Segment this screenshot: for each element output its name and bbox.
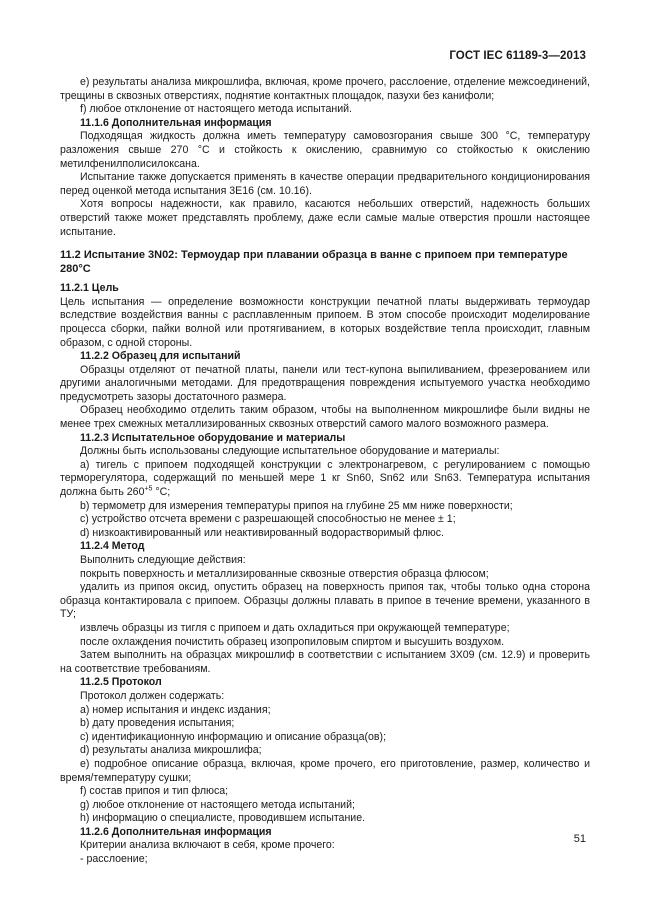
section-heading: 11.2.2 Образец для испытаний [80,350,241,363]
paragraph: Критерии анализа включают в себя, кроме прочего: [80,839,335,852]
list-item: е) подробное описание образца, включая, кроме прочего, его приготовление, размер, количество и время/температуру сушки; [60,757,590,784]
page-number: 51 [573,833,586,845]
tolerance-superscript: +5 [144,485,153,493]
list-item: с) идентификационную информацию и описание образца(ов); [80,730,387,743]
list-item: - расслоение; [80,853,148,866]
list-item: h) информацию о специалисте, проводившем испытание. [80,812,366,825]
paragraph-text: а) тигель с припоем подходящей конструкции с электронагревом, с регулированием с помощью терморегулятора, содержащий по меньшей мере 1 кг Sn60, Sn62 или Sn63. Температура испытания должна быть 260 [60,458,590,499]
section-heading: 11.2.1 Цель [60,282,119,295]
paragraph [60,459,590,500]
paragraph: Затем выполнить на образцах микрошлиф в соответствии с испытанием 3Х09 (см. 12.9) и проверить на соответствие требованиям. [60,649,590,675]
document-id: ГОСТ IEC 61189-3—2013 [449,50,586,62]
list-item: покрыть поверхность и металлизированные сквозные отверстия образца флюсом; [80,567,489,580]
paragraph-text: °С; [152,486,171,499]
list-item: g) любое отклонение от настоящего метода испытаний; [80,798,355,811]
paragraph: Выполнить следующие действия: [80,554,246,566]
list-item: извлечь образцы из тигля с припоем и дать охладиться при окружающей температуре; [80,621,510,634]
section-heading: 11.1.6 Дополнительная информация [80,116,272,129]
paragraph: Протокол должен содержать: [80,689,225,702]
paragraph: Подходящая жидкость должна иметь температуру самовозгорания свыше 300 °С, температуру разложения свыше 270 °С и стойкость к окислению, сравнимую со стойкостью к окислению метилфенилполисилоксана. [60,130,590,170]
list-item: b) термометр для измерения температуры припоя на глубине 25 мм ниже поверхности; [80,499,513,512]
paragraph: Должны быть использованы следующие испытательное оборудование и материалы: [80,445,500,458]
document-body [60,76,590,867]
list-item: после охлаждения почистить образец изопропиловым спиртом и высушить воздухом. [80,635,505,648]
paragraph: Испытание также допускается применять в качестве операции предварительного кондиционирования перед оценкой метода испытания 3Е16 (см. 10.16). [60,171,590,197]
list-item: а) номер испытания и индекс издания; [80,703,271,716]
list-item: f) состав припоя и тип флюса; [80,785,229,798]
section-heading: 11.2.3 Испытательное оборудование и материалы [80,431,346,444]
section-heading: 11.2.4 Метод [80,540,145,553]
list-item: d) результаты анализа микрошлифа; [80,744,262,757]
paragraph: Образцы отделяют от печатной платы, панели или тест-купона выпиливанием, фрезерованием или другими аналогичными методами. Для предотвращения повреждения испытуемого участка необходимо предусмотреть зазоры достаточного размера. [60,363,590,403]
list-item: удалить из припоя оксид, опустить образец на поверхность припоя так, чтобы только одна сторона образца контактировала с припоем. Образцы должны плавать в припое в течение времени, указанного в ТУ; [60,581,590,621]
section-heading: 11.2.5 Протокол [80,676,162,689]
section-heading: 11.2 Испытание 3N02: Термоудар при плавании образца в ванне с припоем при температуре 280°С [60,249,568,276]
paragraph: e) результаты анализа микрошлифа, включая, кроме прочего, расслоение, отделение межсоединений, трещины в сквозных отверстиях, поднятие контактных площадок, пазухи без канифоли; [60,76,590,102]
section-heading: 11.2.6 Дополнительная информация [80,825,272,838]
list-item: d) низкоактивированный или неактивированный водорастворимый флюс. [80,526,444,539]
paragraph: Образец необходимо отделить таким образом, чтобы на выполненном микрошлифе были видны не менее трех смежных металлизированных сквозных отверстий самого малого возможного размера. [60,404,590,431]
paragraph: Цель испытания — определение возможности конструкции печатной платы выдерживать термоудар вследствие воздействия ванны с расплавленным припоем. В этом способе происходит моделирование процесса сборки, пайки волной или протягиванием, в которых воздействие тепла происходит, главным образом, с одной стороны. [60,295,590,349]
list-item: b) дату проведения испытания; [80,717,235,730]
list-item: с) устройство отсчета времени с разрешающей способностью не менее ± 1; [80,513,456,526]
paragraph: Хотя вопросы надежности, как правило, касаются небольших отверстий, надежность больших отверстий также может представлять проблему, даже если самые малые отверстия прошли настоящее испытание. [60,198,590,238]
paragraph: f) любое отклонение от настоящего метода испытаний. [80,103,352,116]
